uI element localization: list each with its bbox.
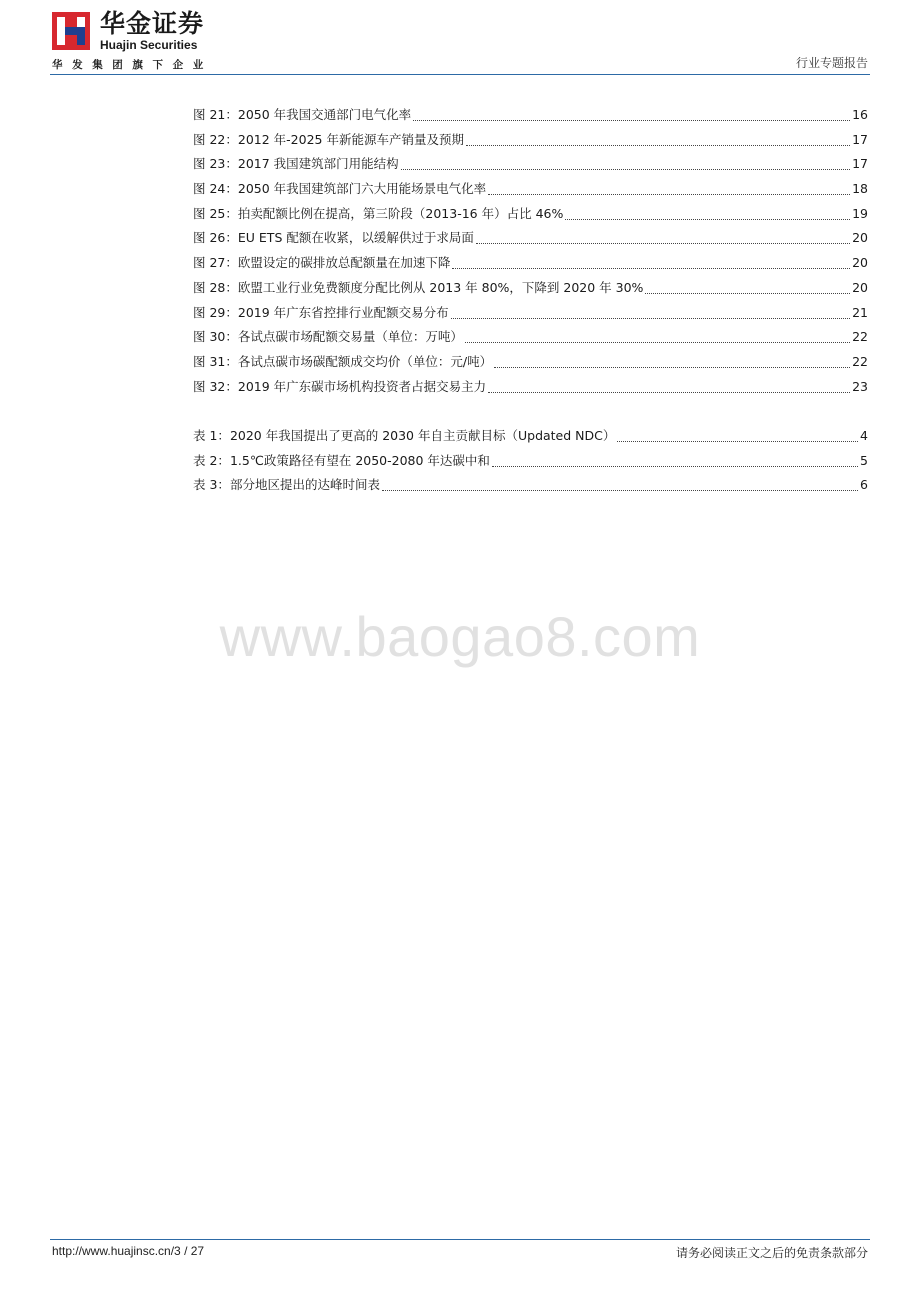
toc-label: 图 23： (193, 156, 238, 172)
toc-label: 图 21： (193, 107, 238, 122)
toc-page: 17 (852, 156, 868, 172)
toc-label: 图 24： (193, 181, 238, 197)
toc-label: 图 31： (193, 353, 238, 369)
toc-entry[interactable] (193, 152, 868, 177)
toc-title: 欧盟工业行业免费额度分配比例从 2013 年 80%，下降到 2020 年 30% (237, 279, 644, 295)
dot-leader (401, 155, 850, 170)
dot-leader (617, 427, 858, 442)
toc-page: 4 (860, 428, 868, 443)
dot-leader (452, 254, 850, 269)
toc-entry[interactable] (193, 177, 868, 202)
header-divider (50, 74, 870, 75)
toc-label: 图 32： (193, 378, 238, 394)
toc-entry[interactable] (193, 226, 868, 251)
toc-page: 20 (852, 279, 868, 295)
toc-page: 19 (852, 205, 868, 221)
toc-title: 2012 年-2025 年新能源车产销量及预期 (237, 131, 464, 147)
dot-leader (488, 378, 850, 393)
dot-leader (451, 304, 850, 319)
toc-label: 图 30： (193, 329, 238, 345)
toc-entry[interactable] (193, 128, 868, 153)
table-list (193, 424, 868, 498)
toc-title: 欧盟设定的碳排放总配额量在加速下降 (237, 255, 451, 271)
disclaimer-note: 请务必阅读正文之后的免责条款部分 (675, 1246, 868, 1260)
toc-title: 拍卖配额比例在提高，第三阶段（2013-16 年）占比 46% (237, 205, 564, 221)
toc-page: 20 (852, 255, 868, 271)
toc-label: 图 28： (193, 279, 238, 295)
toc-label: 图 25： (193, 205, 238, 221)
toc-page: 5 (860, 452, 868, 468)
toc-page: 6 (860, 477, 868, 493)
toc-title: 2050 年我国交通部门电气化率 (237, 107, 412, 122)
toc-page: 18 (852, 181, 868, 197)
toc-title: EU ETS 配额在收紧，以缓解供过于求局面 (237, 230, 474, 246)
dot-leader (494, 353, 850, 368)
toc-label: 表 2： (193, 452, 230, 468)
figure-list (193, 103, 868, 399)
dot-leader (465, 328, 850, 343)
toc-label: 表 1： (193, 428, 230, 443)
watermark: www.baogao8.com (219, 605, 701, 668)
toc-label: 图 22： (193, 131, 238, 147)
dot-leader (488, 180, 850, 195)
toc-label: 图 29： (193, 304, 238, 320)
toc-page: 16 (852, 107, 868, 122)
toc-page: 21 (852, 304, 868, 320)
footer-url[interactable]: http://www.huajinsc.cn/3 / 27 (52, 1244, 205, 1258)
toc-page: 23 (852, 378, 868, 394)
toc-page: 20 (852, 230, 868, 246)
toc-title: 2050 年我国建筑部门六大用能场景电气化率 (237, 181, 487, 197)
toc-entry[interactable] (193, 375, 868, 400)
toc-label: 表 3： (193, 477, 230, 493)
toc-entry[interactable] (193, 424, 868, 449)
dot-leader (466, 131, 850, 146)
dot-leader (382, 476, 858, 491)
toc-title: 2019 年广东碳市场机构投资者占据交易主力 (237, 378, 487, 394)
toc-title: 2019 年广东省控排行业配额交易分布 (237, 304, 449, 320)
group-tagline: 华发集团旗下企业 (52, 59, 213, 71)
toc-entry[interactable] (193, 301, 868, 326)
toc-entry[interactable] (193, 473, 868, 498)
toc-title: 各试点碳市场碳配额成交均价（单位：元/吨） (237, 353, 493, 369)
toc-title: 各试点碳市场配额交易量（单位：万吨） (237, 329, 463, 345)
footer-divider (50, 1239, 870, 1240)
toc-entry[interactable] (193, 103, 868, 128)
dot-leader (413, 106, 850, 121)
toc-label: 图 27： (193, 255, 238, 271)
toc-entry[interactable] (193, 449, 868, 474)
report-type: 行业专题报告 (795, 56, 868, 70)
toc-entry[interactable] (193, 276, 868, 301)
toc-page: 22 (852, 329, 868, 345)
toc-title: 部分地区提出的达峰时间表 (229, 477, 380, 493)
toc-title: 2017 我国建筑部门用能结构 (237, 156, 399, 172)
toc-title: 1.5℃政策路径有望在 2050-2080 年达碳中和 (229, 452, 490, 468)
toc-page: 17 (852, 131, 868, 147)
huajin-logo-icon (52, 12, 90, 50)
dot-leader (492, 452, 858, 467)
toc-label: 图 26： (193, 230, 238, 246)
toc-entry[interactable] (193, 350, 868, 375)
dot-leader (645, 279, 850, 294)
dot-leader (476, 229, 850, 244)
toc-entry[interactable] (193, 251, 868, 276)
brand-name-en: Huajin Securities (100, 38, 198, 52)
brand-name-cn: 华金证券 (100, 9, 205, 38)
toc-entry[interactable] (193, 325, 868, 350)
toc-title: 2020 年我国提出了更高的 2030 年自主贡献目标（Updated NDC） (229, 428, 616, 443)
toc-page: 22 (852, 353, 868, 369)
dot-leader (565, 205, 850, 220)
toc-entry[interactable] (193, 202, 868, 227)
